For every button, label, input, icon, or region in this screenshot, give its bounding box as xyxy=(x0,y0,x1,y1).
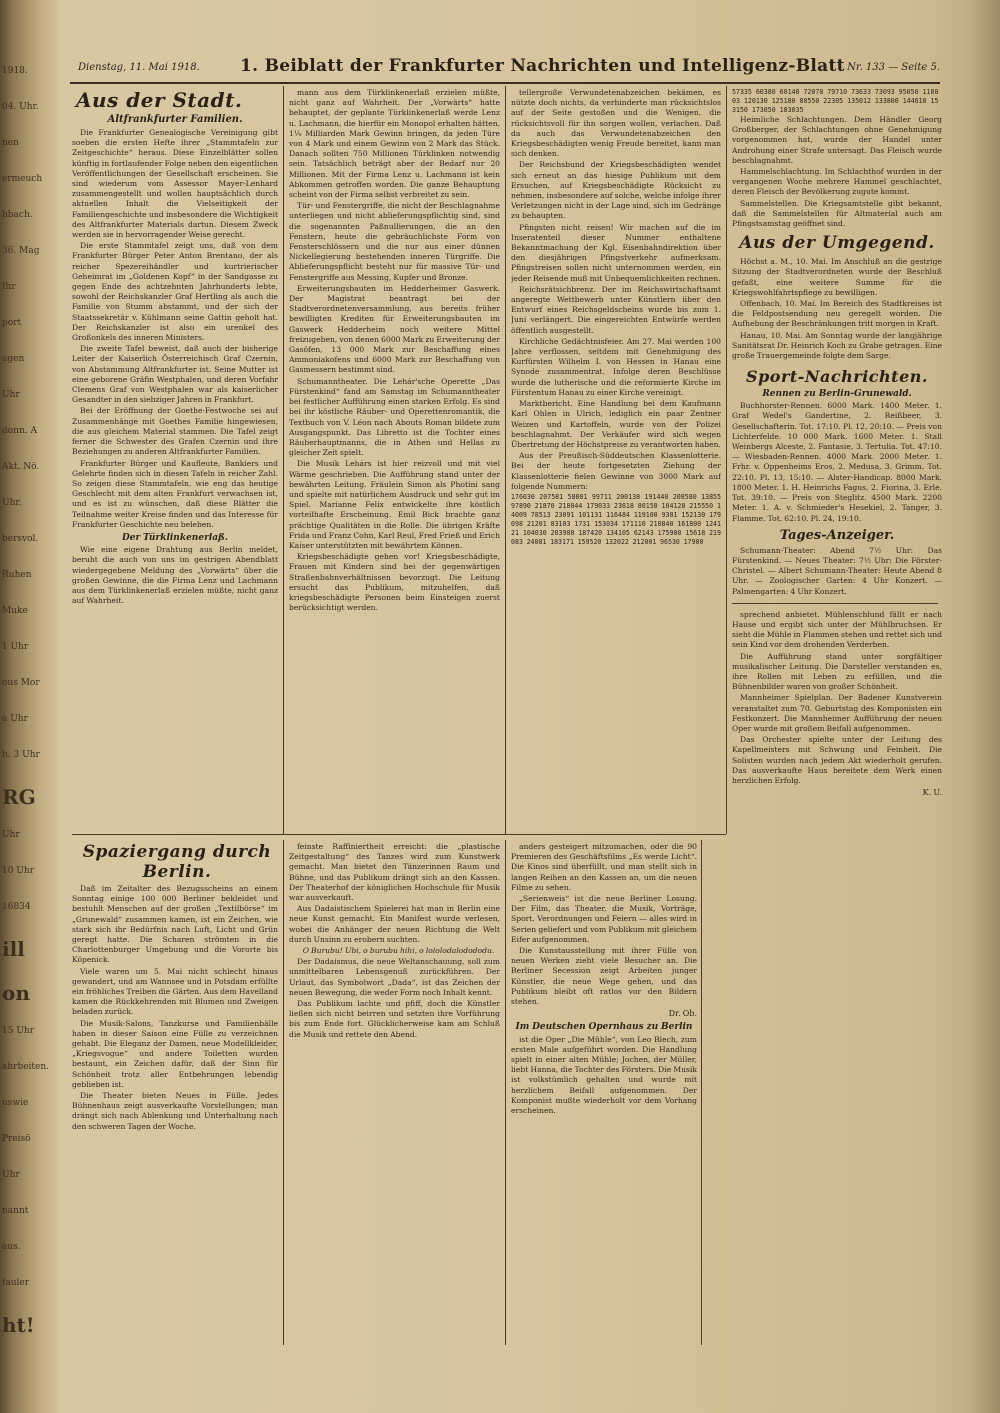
margin-fragment: 36. Mag xyxy=(2,246,40,256)
article-body xyxy=(511,88,721,547)
article-body xyxy=(289,842,500,1040)
headline-sport-nachrichten: Sport-Nachrichten. xyxy=(746,367,928,387)
paragraph: „Serienweis“ ist die neue Berliner Losung. Der Film, das Theater, die Musik, Vorträge, Sport, Verordnungen und Feiern — alles wird in Serien geliefert und vom Publikum mit gleichem Eifer aufgenommen. xyxy=(511,894,697,944)
masthead-page-number: Nr. 133 — Seite 5. xyxy=(847,62,940,73)
section-divider xyxy=(72,834,726,835)
paragraph: Die Musik-Salons, Tanzkurse und Familienbälle haben in dieser Saison eine Fülle zu verzeichnen gehabt. Die Eleganz der Damen, neue Modellkleider, „Kriegsvogue“ und andere Toiletten wurden bestaunt, ein Zeichen dafür, daß der Sinn für Schönheit trotz aller Entbehrungen lebendig geblieben ist. xyxy=(72,1018,278,1089)
masthead xyxy=(70,56,940,84)
masthead-date: Dienstag, 11. Mai 1918. xyxy=(78,62,200,73)
margin-fragment: 10 Uhr xyxy=(2,866,34,876)
paragraph: ist die Oper „Die Mühle“, von Leo Blech, zum ersten Male aufgeführt worden. Die Handlung spielt in einer alten Mühle; Jochen, der Müller, liebt Hanna, die Tochter des Försters. Die Musik ist volkstümlich gehalten und wurde mit herzlichem Beifall aufgenommen. Der Komponist mußte wiederholt vor dem Vorhang erscheinen. xyxy=(511,1034,697,1116)
binding-margin xyxy=(0,0,62,1413)
paragraph: anders gesteigert mitzumachen, oder die 90 Premieren des Geschäftsfilms „Es werde Licht“. Die Kinos sind überfüllt, und man stellt sich in langen Reihen an den Kassen an, um die neuen Filme zu sehen. xyxy=(511,842,697,892)
section-divider xyxy=(732,603,938,604)
paragraph: Aus der Preußisch-Süddeutschen Klassenlotterie. Bei der heute fortgesetzten Ziehung der Klassenlotterie fielen Gewinne von 3000 Mark auf folgende Nummern: xyxy=(511,451,721,491)
paragraph: Die Musik Lehárs ist hier reizvoll und mit viel Wärme geschrieben. Die Aufführung stand unter der bewährten Leitung. Fräulein Simon als Photini sang und spielte mit natürlichem Ausdruck und sehr gut im Spiel. Marianne Felix entwickelte ihre köstlich vorteilhafte Erscheinung. Emil Bick brachte ganz prächtige Qualitäten in die Rolle. Die übrigen Kräfte Frida und Franz Cohn, Karl Reul, Fred Frieß und Erich Kaiser unterstützten mit bewährtem Können. xyxy=(289,459,500,550)
signature: Dr. Ob. xyxy=(668,1009,697,1019)
lottery-numbers-continued: 57335 60380 60140 72070 79710 73633 73093 95050 110003 120130 125180 80550 22305 135012 133800 144610 153150 173050 183035 xyxy=(732,88,939,114)
headline-tages-anzeiger: Tages-Anzeiger. xyxy=(779,527,895,543)
column-rule xyxy=(283,840,284,1345)
margin-fragment: nannt xyxy=(2,1206,29,1216)
subhead-altfrankfurter-familien: Altfrankfurter Familien. xyxy=(107,114,243,125)
paragraph: Daß im Zeitalter des Bezugsscheins an einem Sonntag einige 100 000 Berliner bekleidet und bestuhlt Menschen auf der großen „Textilbörse“ im „Grunewald“ zusammen kamen, ist ein Zeichen, wie stark sich ihr Bedürfnis nach Luft, Licht und Grün geregt hatte. Die Scharen strömten in die Charlottenburger Umgebung und die Vororte bis Köpenick. xyxy=(72,884,278,965)
margin-fragment: ous Mor xyxy=(2,678,40,688)
margin-fragment: Ihr xyxy=(2,282,16,292)
margin-fragment: 1 Uhr xyxy=(2,642,29,652)
margin-fragment: 04. Uhr. xyxy=(2,102,39,112)
margin-fragment: fauler xyxy=(2,1278,29,1288)
paragraph: Wie eine eigene Drahtung aus Berlin meldet, beruht die auch von uns im gestrigen Abendblatt wiedergegebene Meldung des „Vorwärts“ über die großen Gewinne, die die Firma Lenz und Lachmann aus dem Türklinkenerlaß erzielen müßte, nicht ganz auf Wahrheit. xyxy=(72,545,278,606)
headline-spaziergang-durch-berlin: Spaziergang durch Berlin. xyxy=(82,842,272,882)
paragraph: Die Kunstausstellung mit ihrer Fülle von neuen Werken zieht viele Besucher an. Die Berliner Secession zeigt Arbeiten junger Künstler, die neue Wege gehen, und das Publikum bleibt oft ratlos vor den Bildern stehen. xyxy=(511,946,697,1007)
margin-fragment: nen xyxy=(2,138,19,148)
signature: K. U. xyxy=(922,788,942,798)
article-body xyxy=(732,257,942,361)
margin-fragment: aus. xyxy=(2,1242,21,1252)
subhead-tuerklinkenerlass: Der Türklinkenerlaß. xyxy=(121,532,229,543)
article-body xyxy=(732,401,942,523)
paragraph: Kriegsbeschädigte gehen vor! Kriegsbeschädigte, Frauen mit Kindern sind bei der gegenwärtigen Straßenbahnverhältnissen bevorzugt. Die Leitung ersucht das Publikum, mitzuhelfen, daß kriegsbeschädigte Personen beim Einsteigen zuerst berücksichtigt werden. xyxy=(289,552,500,613)
page-edge-shadow xyxy=(970,0,1000,1413)
paragraph: Aus Dadaistischem Spielerei hat man in Berlin eine neue Kunst gemacht. Ein Manifest wurde verlesen, wobei die Anhänger der neuen Richtung die Welt durch Unsinn zu erobern suchten. xyxy=(289,904,500,944)
column-rule xyxy=(701,840,702,1345)
margin-fragment: ht! xyxy=(2,1313,35,1337)
paragraph: Höchst a. M., 10. Mai. Im Anschluß an die gestrige Sitzung der Stadtverordneten wurde der Beschluß gefaßt, eine weitere Summe für die Kriegswohlfahrtspflege zu bewilligen. xyxy=(732,257,942,297)
paragraph: Buchhorster-Rennen. 6000 Mark. 1400 Meter. 1. Graf Wedel's Gandertine, 2. Reißbeer, 3. Gesellschafterin. Tot. 17:10. Pl. 12, 20:10. — Preis von Lichterfelde. 10 000 Mark. 1600 Meter. 1. Stall Weinbergs Alceste, 2. Fantasie, 3. Tertulia. Tot. 47:10. — Wiesbaden-Rennen. 4000 Mark. 2000 Meter. 1. Frhr. v. Oppenheims Eros, 2. Medusa, 3. Grimm. Tot. 22:10. Pl. 13, 15:10. — Alster-Handicap. 8000 Mark. 1800 Meter. 1. H. Heinrichs Fagus, 2. Fiorina, 3. Erle. Tot. 39:10. — Preis von Steglitz. 4500 Mark. 2200 Meter. 1. A. v. Schmieder's Hesekiel, 2. Tanger, 3. Flamme. Tot. 62:10. Pl. 24, 19:10. xyxy=(732,401,942,523)
margin-fragment: port xyxy=(2,318,22,328)
article-body xyxy=(72,884,278,1132)
margin-fragment: 16834 xyxy=(2,902,31,912)
column-rule xyxy=(283,86,284,834)
subhead-rennen: Rennen zu Berlin-Grunewald. xyxy=(762,389,912,400)
margin-fragment: agen xyxy=(2,354,25,364)
paragraph: Mannheimer Spielplan. Der Badener Kunstverein veranstaltet zum 70. Geburtstag des Komponisten ein Festkonzert. Die Mannheimer Aufführung der neuen Oper wurde mit großem Beifall aufgenommen. xyxy=(732,693,942,733)
margin-fragment: h. 3 Uhr xyxy=(2,750,40,760)
margin-fragment: hbach. xyxy=(2,210,33,220)
subhead-deutsches-opernhaus: Im Deutschen Opernhaus zu Berlin xyxy=(515,1022,693,1033)
column-rule xyxy=(726,86,727,834)
paragraph: Offenbach, 10. Mai. Im Bereich des Stadtkreises ist die Feldpostsendung neu geregelt worden. Die Aufhebung der Beschränkungen tritt morgen in Kraft. xyxy=(732,299,942,329)
paragraph: tellergroße Verwundetenabzeichen bekämen, es nützte doch nichts, da verhinderte man rücksichtslos auf der Seite gestoßen und die Wenigen, die rücksichtsvoll für ihn sorgen wollen, verlachen. Daß da auch das Verwundetenabzeichen den Kriegsbeschädigten wenig Freude bereitet, kann man sich denken. xyxy=(511,88,721,159)
paragraph: Schumann-Theater: Abend 7½ Uhr: Das Fürstenkind. — Neues Theater: 7½ Uhr: Die Förster-Christel. — Albert Schumann-Theater: Heute Abend 8 Uhr. — Zoologischer Garten: 4 Uhr Konzert. — Palmengarten: 4 Uhr Konzert. xyxy=(732,545,942,596)
paragraph: Frankfurter Bürger und Kaufleute, Bankiers und Gelehrte finden sich in diesen Tafeln in reicher Zahl. So zeigen diese Stammtafeln, wie eng das heutige Geschlecht mit dem alten Frankfurt verwachsen ist, und es ist zu wünschen, daß diese Blätter die Teilnahme weiter Kreise finden und das Interesse für Frankfurter Geschichte neu beleben. xyxy=(72,458,278,529)
paragraph: Reichsrätsichbrenz. Der im Reichswirtschaftsamt angeregte Wettbewerb unter Künstlern über den Entwurf eines Reichsgeldscheins wurde bis zum 1. Juni verlängert. Die eingereichten Entwürfe werden öffentlich ausgestellt. xyxy=(511,284,721,335)
margin-fragment: donn. A xyxy=(2,426,37,436)
paragraph: Das Orchester spielte unter der Leitung des Kapellmeisters mit Schwung und Feinheit. Die Solisten wurden nach jedem Akt wiederholt gerufen. Das ausverkaufte Haus bereitete dem Werk einen herzlichen Erfolg. xyxy=(732,735,942,785)
margin-fragment: Ruhen xyxy=(2,570,32,580)
column-bottom-3 xyxy=(511,842,697,1342)
paragraph: Das Publikum lachte und pfiff, doch die Künstler ließen sich nicht beirren und setzten ihre Vorführung bis zum Ende fort. Glücklicherweise kam am Schluß die Musik und rettete den Abend. xyxy=(289,999,500,1039)
margin-fragment: ermeuch xyxy=(2,174,43,184)
paragraph: Erweiterungsbauten im Hedderheimer Gaswerk. Der Magistrat beantragt bei der Stadtverordnetenversammlung, aus bereits früher bewilligten Krediten für Erweiterungsbauten im Gaswerk Hedderheim noch weitere Mittel freizugeben, von denen 6000 Mark zu Erweiterung der Gasöfen, 13 000 Mark zur Beschaffung eines Ammoniakofens und 6000 Mark zur Beschaffung von Gasmessern bestimmt sind. xyxy=(289,283,500,375)
article-body xyxy=(732,546,942,597)
column-rule xyxy=(505,840,506,1345)
paragraph: Der Reichsbund der Kriegsbeschädigten wendet sich erneut an das hiesige Publikum mit dem Ersuchen, auf Kriegsbeschädigte Rücksicht zu nehmen, insbesondere auf solche, welche infolge ihrer Verletzungen nicht in der Lage sind, sich im Gedränge zu behaupten. xyxy=(511,160,721,221)
headline-aus-der-stadt: Aus der Stadt. xyxy=(76,88,243,112)
article-body xyxy=(289,88,500,613)
paragraph: Hammelschlachtung. Im Schlachthof wurden in der vergangenen Woche mehrere Hammel geschlachtet, deren Fleisch der Bevölkerung zugute kommt. xyxy=(732,167,942,197)
lottery-numbers: 176030 207581 58801 99711 200138 191440 208580 13855 97890 21870 218044 179033 23618 80150 104128 215550 14009 78513 23091 101131 116484 119100 9301 152130 179098 21201 83103 1731 153034 171110 210840 161800 124121 104030 203900 187420 134105 62143 175900 15618 219083 24081 183171 159520 132022 212001 96530 17900 xyxy=(511,492,721,546)
paragraph: Tür- und Fenstergriffe, die nicht der Beschlagnahme unterliegen und nicht ablieferungspflichtig sind, sind die sogenannten Paßnullierungen, die an den Fenstern, heute die gebräuchlichste Form von Fensterschlössern und die nur aus einer dünnen Nickellegierung bestehenden inneren Türgriffe. Die Ablieferungspflicht besteht nur für massive Tür- und Fenstergriffe aus Messing, Kupfer und Bronze. xyxy=(289,201,500,282)
paragraph: Marktbericht. Eine Handlung bei dem Kaufmann Karl Ohlen in Ulrich, lediglich ein paar Zentner Weizen und Kartoffeln, wurde von der Polizei beschlagnahmt. Der Verkäufer wird sich wegen Übertretung der Höchstpreise zu verantworten haben. xyxy=(511,399,721,449)
margin-fragment: Akt. Nö. xyxy=(2,462,40,472)
margin-fragment: uswie xyxy=(2,1098,29,1108)
masthead-title: 1. Beiblatt der Frankfurter Nachrichten und Intelligenz-Blatt xyxy=(240,56,845,76)
paragraph: Bei der Eröffnung der Goethe-Festwoche sei auf Zusammenhänge mit Goethes Familie hingewiesen, die aus gleichem Material stammen. Die Tafel zeigt ferner die Schwester des Grafen Czernin und ihre Beziehungen zu anderen Altfrankfurter Familien. xyxy=(72,406,278,457)
paragraph: Die Frankfurter Genealogische Vereinigung gibt soeben die ersten Hefte ihrer „Stammtafeln zur Zeitgeschichte“ heraus. Diese Einzelblätter sollen künftig in fortlaufender Folge neben den eigentlichen Veröffentlichungen der Gesellschaft erscheinen. Sie sind wiederum vom Assessor Mayer-Lenhard zusammengestellt und wollen hauptsächlich durch aktuellen Inhalt die Vielseitigkeit der Familiengeschichte und insbesondere die Wichtigkeit des Altfrankfurter Materials dartun. Diesem Zweck werden sie in hervorragender Weise gerecht. xyxy=(72,128,278,240)
margin-fragment: 1918. xyxy=(2,66,28,76)
margin-fragment: Uhr xyxy=(2,390,20,400)
margin-fragment: ill xyxy=(2,937,25,961)
paragraph: Die Theater bieten Neues in Fülle. Jedes Bühnenhaus zeigt ausverkaufte Vorstellungen; man drängt sich nach Ablenkung und Unterhaltung nach den schweren Tagen der Woche. xyxy=(72,1091,278,1131)
paragraph: Heimliche Schlachtungen. Dem Händler Georg Großberger, der Schlachtungen ohne Genehmigung vorgenommen hat, wurde der Handel unter Androhung einer Strafe untersagt. Das Fleisch wurde beschlagnahmt. xyxy=(732,115,942,165)
margin-fragment: a Uhr xyxy=(2,714,28,724)
paragraph: Schumanntheater. Die Lehár'sche Operette „Das Fürstenkind“ fand am Samstag im Schumanntheater bei festlicher Aufführung einen starken Erfolg. Es sind bei ihr köstliche Räuber- und Operettenromantik, die Textbuch von V. Léon nach Abouts Roman bildete zum Ausgangspunkt. Das Libretto ist die Tochter eines Räuberhauptmanns, die in Athen und Hellas zu gleicher Zeit spielt. xyxy=(289,376,500,458)
column-right xyxy=(732,88,942,1343)
margin-fragment: Uhr. xyxy=(2,498,22,508)
article-body xyxy=(732,610,942,799)
paragraph: feinste Raffiniertheit erreicht: die „plastische Zeitgestaltung“ des Tanzes wird zum Kunstwerk gemacht. Man bietet den Tänzerinnen Raum und Bühne, und das Publikum drängt sich an den Kassen. Der Theaterhof der königlichen Hochschule für Musik war ausverkauft. xyxy=(289,842,500,903)
margin-fragment: Uhr xyxy=(2,830,20,840)
paragraph: sprechend anbietet. Mühlenschlund fällt er nach Hause und ergibt sich unter der Mühlbruchsen. Er sieht die Mühle in Flammen stehen und rettet sich und sein Kind vor dem drohenden Verderben. xyxy=(732,609,942,650)
paragraph: Die zweite Tafel beweist, daß auch der bisherige Leiter der Kaiserlich Österreichisch Graf Czernin, von Abstammung Altfrankfurter ist. Seine Mutter ist eine geborene Gräfin Westphalen, und deren Vorfahr Clemens Graf von Westphalen war als kaiserlicher Gesandter in den siebziger Jahren in Frankfurt. xyxy=(72,344,278,405)
paragraph: O Burubu! Ubi, o burubu hihi, o lololodalodododu. xyxy=(302,946,495,956)
paragraph: Der Dadaismus, die neue Weltanschauung, soll zum unmittelbaren Lebensgenuß zurückführen. Der Urlaut, das Symbolwort „Dada“, ist das Zeichen der neuen Bewegung, die weder Form noch Inhalt kennt. xyxy=(289,957,500,997)
headline-aus-der-umgegend: Aus der Umgegend. xyxy=(739,233,935,254)
column-bottom-2 xyxy=(289,842,500,1342)
paragraph: Viele waren um 5. Mai nicht schlecht hinaus gewandert, und am Wannsee und in Potsdam erfüllte ein fröhliches Treiben die Gärten. Aus dem Havelland kamen die Rückkehrenden mit Blumen und Zweigen beladen zurück. xyxy=(72,966,278,1017)
margin-fragment: ahrbeiten. xyxy=(2,1062,50,1072)
margin-fragment: Muke xyxy=(2,606,28,616)
margin-fragment: bersvol. xyxy=(2,534,39,544)
paragraph: Pfingsten nicht reisen! Wir machen auf die im Inseratenteil dieser Nummer enthaltene Bekanntmachung der Kgl. Eisenbahndirektion über den diesjährigen Pfingstverkehr aufmerksam. Pfingstreisen sollen nicht unternommen werden, ein jeder Reisende muß mit Unbequemlichkeiten rechnen. xyxy=(511,222,721,283)
margin-fragment: Preisö xyxy=(2,1134,31,1144)
column-spaziergang xyxy=(72,842,278,1342)
paragraph: Die erste Stammtafel zeigt uns, daß von dem Frankfurter Bürger Peter Anton Brentano, der als reicher Spezereihändler und kurtrierischer Geheimrat im „Goldenen Kopf“ in der Sandgasse zu gegen Ende des achtzehnten Jahrhunderts lebte, sowohl der Reichskanzler Graf Hertling als auch die Familie von Stumm abstammt, und der sich der Staatssekretär v. Kühlmann seine Gattin geholt hat. Der Reichskanzler ist also ein urenkel des Großonkels des inneren Ministers. xyxy=(72,241,278,343)
paragraph: mann aus dem Türklinkenerlaß erzielen müßte, nicht ganz auf Wahrheit. Der „Vorwärts“ hatte behauptet, der geplante Türklinkenerlaß werde Lenz u. Lachmann, die hierfür ein Monopol erhalten hätten, 1¼ Milliarden Mark Gewinn bringen, da jeden Türe von 4 Mark und einem Gewinn von 2 Mark das Stück. Danach sollten 750 Millionen Türklinken notwendig sein. Tatsächlich beträgt aber der Bedarf nur 20 Millionen. Mit der Firma Lenz u. Lachmann ist kein Abkommen getroffen worden. Die ganze Behauptung scheint von der Firma selbst verbreitet zu sein. xyxy=(289,88,500,200)
article-body xyxy=(511,842,697,1116)
margin-fragment: on xyxy=(2,981,30,1005)
margin-fragment: 15 Uhr xyxy=(2,1026,34,1036)
paragraph: Hanau, 10. Mai. Am Sonntag wurde der langjährige Sanitätsrat Dr. Heinrich Koch zu Grabe getragen. Eine große Trauergemeinde folgte dem Sarge. xyxy=(732,330,942,361)
article-body xyxy=(732,115,942,229)
column-aus-der-stadt xyxy=(72,88,278,832)
margin-fragment: Uhr xyxy=(2,1170,20,1180)
paragraph: Sammelstellen. Die Kriegsamtstelle gibt bekannt, daß die Sammelstellen für Altmaterial auch am Pfingstsamstag geöffnet sind. xyxy=(732,198,942,229)
column-local-news-3 xyxy=(511,88,721,832)
margin-fragment: RG xyxy=(2,785,36,809)
paragraph: Kirchliche Gedächtnisfeier. Am 27. Mai werden 100 Jahre verflossen, seitdem mit Genehmigung des Kurfürsten Wilhelm I. von Hessen in Hanau eine Synode zusammentrat. Infolge deren Beschlüsse wurde die lutherische und die reformierte Kirche im Fürstentum Hanau zu einer Kirche vereinigt. xyxy=(511,336,721,397)
article-body xyxy=(72,128,278,606)
column-rule xyxy=(505,86,506,834)
paragraph: Die Aufführung stand unter sorgfältiger musikalischer Leitung. Die Darsteller verstanden es, ihre Rollen mit Leben zu erfüllen, und die Bühnenbilder waren von großer Schönheit. xyxy=(732,651,942,692)
column-local-news-2 xyxy=(289,88,500,832)
